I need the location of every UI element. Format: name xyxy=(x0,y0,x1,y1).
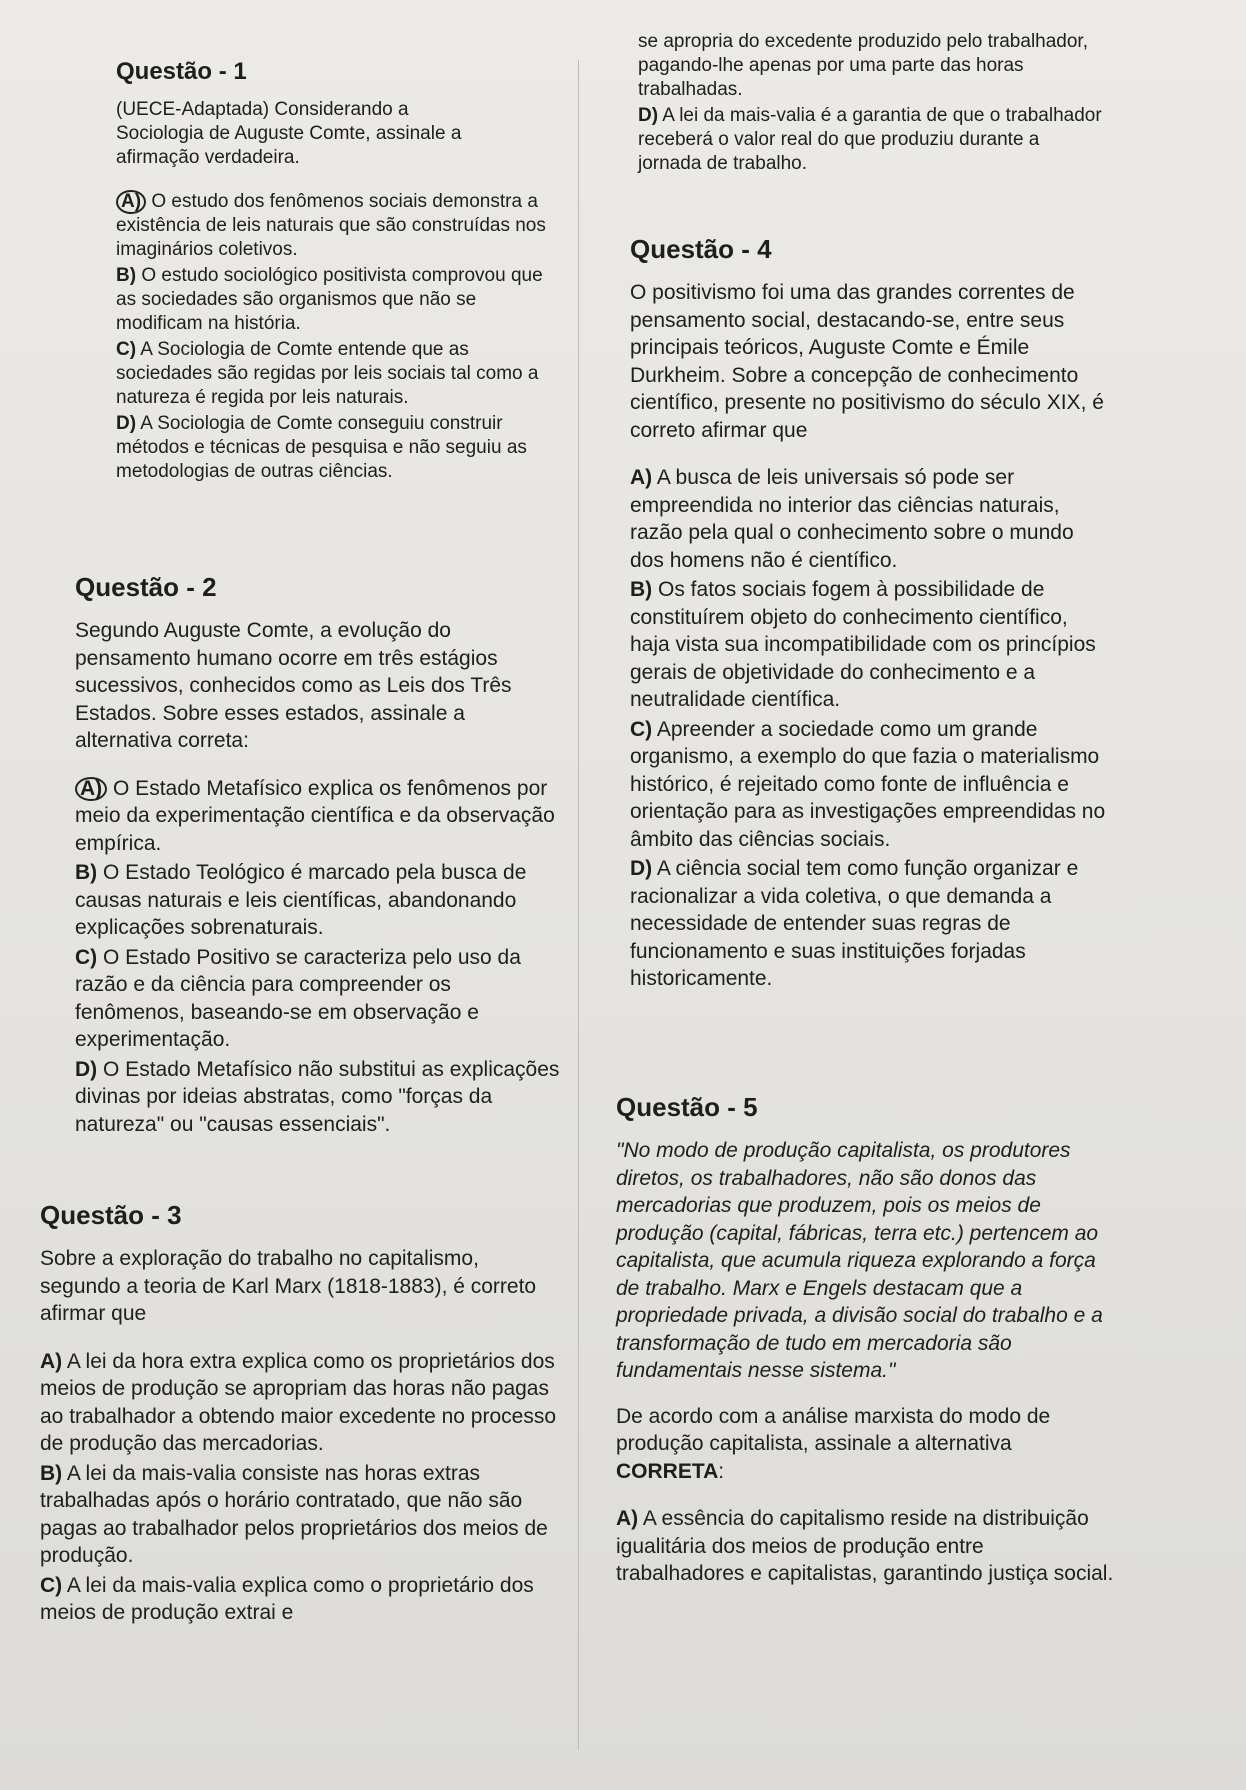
option-letter: D) xyxy=(638,105,659,126)
option-text: A lei da mais-valia explica como o proprietário dos meios de produção extrai e xyxy=(40,1573,534,1624)
question-5-quote-wrap xyxy=(616,1137,1116,1385)
question-1 xyxy=(116,58,556,484)
option-letter: C) xyxy=(116,339,137,360)
question-3-option-b[interactable] xyxy=(40,1460,560,1570)
question-4-title: Questão - 4 xyxy=(630,234,772,264)
option-text: A ciência social tem como função organizar e racionalizar a vida coletiva, o que demanda a necessidade de entender suas regras de funcionamento e suas instituições forjadas historicamente. xyxy=(630,857,1079,990)
option-text: A Sociologia de Comte entende que as sociedades são regidas por leis sociais tal como a natureza é regida por leis naturais. xyxy=(116,339,539,408)
spacer xyxy=(40,1328,560,1346)
question-2-option-d[interactable] xyxy=(75,1056,565,1139)
question-2-title: Questão - 2 xyxy=(75,572,217,602)
question-3-prompt: Sobre a exploração do trabalho no capitalismo, segundo a teoria de Karl Marx (1818-1883), é correto afirmar que xyxy=(40,1247,537,1325)
question-2 xyxy=(75,572,565,1138)
prompt-punctuation: : xyxy=(718,1459,725,1483)
option-letter: B) xyxy=(630,578,653,601)
question-1-option-a[interactable] xyxy=(116,190,556,262)
question-3 xyxy=(40,1200,560,1627)
question-3-option-c[interactable] xyxy=(40,1572,560,1627)
option-letter: A) xyxy=(616,1507,639,1530)
option-letter-circled: A) xyxy=(116,190,146,214)
question-5-quote: "No modo de produção capitalista, os produtores diretos, os trabalhadores, não são donos das mercadorias que produzem, pois os meios de produção (capital, fábricas, terra etc.) pertencem ao capitalista, que acumula riqueza explorando a força de trabalho. Marx e Engels destacam que a propriedade privada, a divisão social do trabalho e a transformação de tudo em mercadoria são fundamentais nesse sistema." xyxy=(616,1139,1103,1382)
question-4-option-b[interactable] xyxy=(630,576,1108,714)
question-2-option-a[interactable] xyxy=(75,775,565,858)
option-text: O Estado Metafísico explica os fenômenos por meio da experimentação científica e da observação empírica. xyxy=(75,776,555,855)
option-letter: B) xyxy=(116,265,137,286)
question-3-option-d[interactable] xyxy=(638,104,1108,176)
option-letter: A) xyxy=(630,466,653,489)
question-4 xyxy=(630,234,1108,993)
prompt-emphasis: CORRETA xyxy=(616,1459,719,1483)
question-3-option-c-continued: se apropria do excedente produzido pelo trabalhador, pagando-lhe apenas por uma parte das horas trabalhadas. xyxy=(638,31,1088,100)
option-letter: C) xyxy=(40,1573,63,1597)
option-letter-circled: A) xyxy=(75,777,107,801)
column-divider xyxy=(578,60,579,1750)
question-1-option-c[interactable] xyxy=(116,338,556,410)
question-4-prompt: O positivismo foi uma das grandes correntes de pensamento social, destacando-se, entre seus principais teóricos, Auguste Comte e Émile Durkheim. Sobre a concepção de conhecimento científico, presente no positivismo do século XIX, é correto afirmar que xyxy=(630,281,1104,442)
option-text: O Estado Metafísico não substitui as explicações divinas por ideias abstratas, como "forças da natureza" ou "causas essenciais". xyxy=(75,1057,560,1136)
spacer xyxy=(616,1385,1116,1403)
option-letter: B) xyxy=(40,1461,63,1485)
question-5 xyxy=(616,1092,1116,1588)
spacer xyxy=(616,1485,1116,1503)
question-1-option-b[interactable] xyxy=(116,264,556,336)
option-letter: B) xyxy=(75,861,98,884)
question-3-continued xyxy=(638,30,1108,176)
option-letter: A) xyxy=(40,1349,63,1373)
question-1-source: (UECE-Adaptada) Considerando a xyxy=(116,99,409,120)
option-letter: D) xyxy=(75,1057,98,1081)
question-5-prompt xyxy=(616,1403,1116,1486)
option-text: A Sociologia de Comte conseguiu construir métodos e técnicas de pesquisa e não seguiu as metodologias de outras ciências. xyxy=(116,413,527,482)
option-text: O Estado Teológico é marcado pela busca de causas naturais e leis científicas, abandonando explicações sobrenaturais. xyxy=(75,861,527,939)
option-text: A essência do capitalismo reside na distribuição igualitária dos meios de produção entre trabalhadores e capitalistas, garantindo justiça social. xyxy=(616,1507,1114,1585)
question-3-option-a[interactable] xyxy=(40,1348,560,1458)
question-2-prompt: Segundo Auguste Comte, a evolução do pensamento humano ocorre em três estágios sucessivos, conhecidos como as Leis dos Três Estados. Sobre esses estados, assinale a alternativa correta: xyxy=(75,619,512,752)
option-letter: D) xyxy=(116,413,137,434)
option-text: Apreender a sociedade como um grande organismo, a exemplo do que fazia o materialismo histórico, é rejeitado como fonte de influência e orientação para as investigações empreendidas no âmbito das ciências sociais. xyxy=(630,717,1106,851)
option-text: O estudo sociológico positivista comprovou que as sociedades são organismos que não se modificam na história. xyxy=(116,265,543,334)
option-letter: C) xyxy=(75,945,98,969)
question-2-option-c[interactable] xyxy=(75,944,565,1054)
option-text: A lei da mais-valia é a garantia de que o trabalhador receberá o valor real do que produziu durante a jornada de trabalho. xyxy=(638,105,1102,174)
option-text: Os fatos sociais fogem à possibilidade de constituírem objeto do conhecimento científico, haja vista sua incompatibilidade com os princípios gerais de objetividade do conhecimento e a neutralidade científica. xyxy=(630,578,1096,711)
question-2-option-b[interactable] xyxy=(75,859,565,942)
question-1-option-d[interactable] xyxy=(116,412,556,484)
option-text: O estudo dos fenômenos sociais demonstra a existência de leis naturais que são construídas nos imaginários coletivos. xyxy=(116,191,546,260)
question-4-option-d[interactable] xyxy=(630,855,1108,993)
option-text: A lei da mais-valia consiste nas horas extras trabalhadas após o horário contratado, que não são pagas ao trabalhador pelos proprietários dos meios de produção. xyxy=(40,1461,548,1567)
spacer xyxy=(75,755,565,773)
option-letter: C) xyxy=(630,717,653,741)
question-1-title: Questão - 1 xyxy=(116,58,247,85)
prompt-text: De acordo com a análise marxista do modo de produção capitalista, assinale a alternativa xyxy=(616,1404,1051,1455)
question-3-title: Questão - 3 xyxy=(40,1200,182,1230)
question-1-prompt-line2: Sociologia de Auguste Comte, assinale a xyxy=(116,123,462,144)
option-text: A busca de leis universais só pode ser empreendida no interior das ciências naturais, razão pela qual o conhecimento sobre o mundo dos homens não é científico. xyxy=(630,466,1074,572)
spacer xyxy=(116,170,556,188)
option-text: A lei da hora extra explica como os proprietários dos meios de produção se apropriam das horas não pagas ao trabalhador a obtendo maior excedente no processo de produção das mercadorias. xyxy=(40,1349,557,1455)
question-4-option-c[interactable] xyxy=(630,716,1108,854)
question-4-option-a[interactable] xyxy=(630,464,1108,574)
option-text: O Estado Positivo se caracteriza pelo uso da razão e da ciência para compreender os fenômenos, baseando-se em observação e experimentação. xyxy=(75,945,521,1051)
question-5-title: Questão - 5 xyxy=(616,1092,758,1122)
option-letter: D) xyxy=(630,857,653,880)
spacer xyxy=(630,444,1108,462)
question-5-option-a[interactable] xyxy=(616,1505,1116,1588)
question-1-prompt-line3: afirmação verdadeira. xyxy=(116,147,300,168)
